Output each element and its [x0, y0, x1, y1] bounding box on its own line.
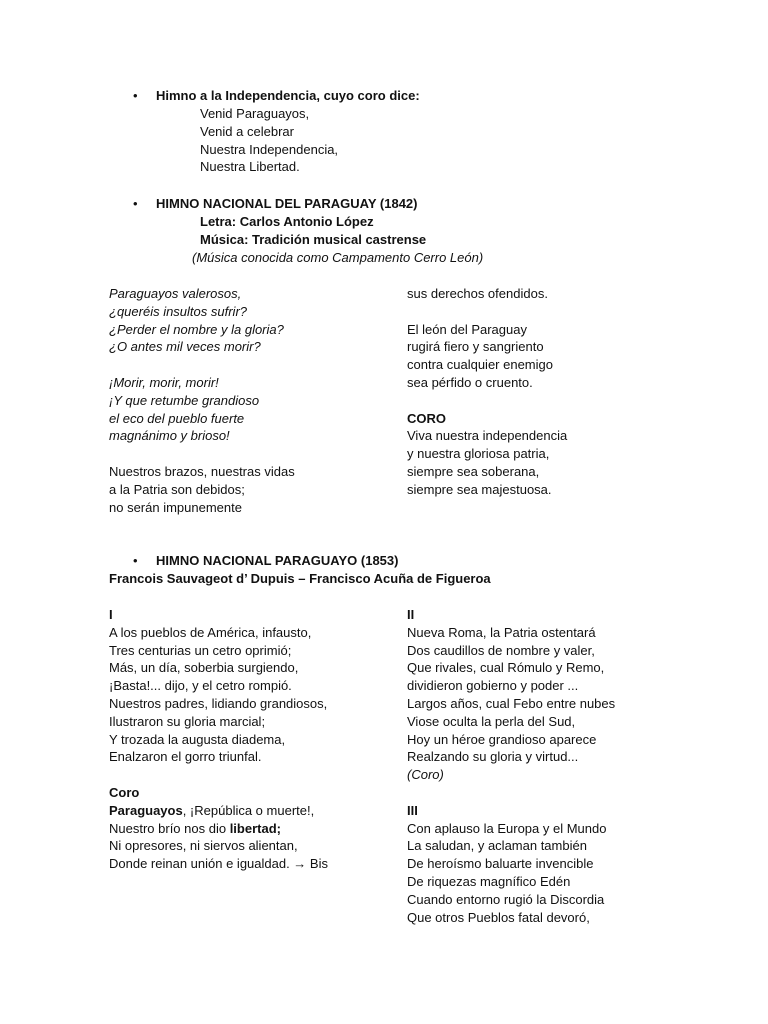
verse-line: De riquezas magnífico Edén	[407, 873, 571, 889]
verse-line: rugirá fiero y sangriento	[407, 339, 544, 355]
verse-line: Que otros Pueblos fatal devoró,	[407, 909, 590, 925]
section2-note: (Música conocida como Campamento Cerro León)	[192, 250, 484, 265]
verse-line: ¡Basta!... dijo, y el cetro rompió.	[109, 678, 292, 694]
verse-line: Hoy un héroe grandioso aparece	[407, 731, 597, 747]
verse-line: ¡Morir, morir, morir!	[109, 374, 219, 390]
verse-line: el eco del pueblo fuerte	[109, 410, 245, 426]
section2-heading: • HIMNO NACIONAL DEL PARAGUAY (1842)	[156, 195, 418, 213]
verse-line: Venid a celebrar	[200, 123, 294, 139]
verse-line: siempre sea majestuosa.	[407, 481, 552, 497]
verse-line: Viva nuestra independencia	[407, 428, 568, 444]
verse-line: sus derechos ofendidos.	[407, 286, 548, 301]
section1-chorus	[200, 105, 338, 176]
coro-reference: (Coro)	[407, 767, 444, 783]
verse-line: dividieron gobierno y poder ...	[407, 678, 579, 694]
verse-line: Más, un día, soberbia surgiendo,	[109, 660, 299, 676]
section3-authors: Francois Sauvageot d’ Dupuis – Francisco Acuña de Figueroa	[109, 571, 491, 586]
verse-line: Con aplauso la Europa y el Mundo	[407, 820, 607, 836]
verse-line: Largos años, cual Febo entre nubes	[407, 695, 616, 711]
stanza-numeral: II	[407, 607, 415, 622]
verse-line: Nuestros brazos, nuestras vidas	[109, 463, 295, 479]
stanza-numeral: I	[109, 607, 113, 622]
section2-right-column	[407, 285, 567, 499]
verse-line: Que rivales, cual Rómulo y Remo,	[407, 660, 605, 676]
section2-letra: Letra: Carlos Antonio López	[200, 214, 374, 229]
coro-text: Nuestro brío nos dio	[109, 820, 230, 836]
verse-line: A los pueblos de América, infausto,	[109, 624, 312, 640]
verse-line: Ni opresores, ni siervos alientan,	[109, 838, 298, 854]
coro-bold-word: Paraguayos	[109, 802, 183, 818]
verse-line: Y trozada la augusta diadema,	[109, 731, 286, 747]
verse-line: ¿queréis insultos sufrir?	[109, 303, 247, 319]
verse-line: Venid Paraguayos,	[200, 106, 310, 121]
verse-line: La saludan, y aclaman también	[407, 838, 587, 854]
section3-heading: • HIMNO NACIONAL PARAGUAYO (1853)	[156, 552, 398, 570]
verse-line	[109, 802, 328, 820]
verse-line: Nuestra Libertad.	[200, 159, 300, 175]
verse-line: siempre sea soberana,	[407, 463, 540, 479]
verse-line: Paraguayos valerosos,	[109, 286, 242, 301]
verse-line: Nuestros padres, lidiando grandiosos,	[109, 695, 328, 711]
coro-title: Coro	[109, 784, 140, 800]
coro-text: , ¡República o muerte!,	[182, 802, 315, 818]
section3-right-column	[407, 606, 615, 926]
verse-line: a la Patria son debidos;	[109, 481, 245, 497]
verse-line: Tres centurias un cetro oprimió;	[109, 642, 292, 658]
verse-line: ¿Perder el nombre y la gloria?	[109, 321, 284, 337]
verse-line: Ilustraron su gloria marcial;	[109, 713, 266, 729]
verse-line: Donde reinan unión e igualdad. → Bis	[109, 856, 328, 872]
verse-line: Nueva Roma, la Patria ostentará	[407, 624, 596, 640]
verse-line: Dos caudillos de nombre y valer,	[407, 642, 595, 658]
verse-line: no serán impunemente	[109, 499, 242, 515]
verse-line: Viose oculta la perla del Sud,	[407, 713, 576, 729]
verse-line: y nuestra gloriosa patria,	[407, 446, 550, 462]
verse-line: De heroísmo baluarte invencible	[407, 856, 594, 872]
verse-line: Cuando entorno rugió la Discordia	[407, 891, 605, 907]
section3-left-column	[109, 606, 328, 873]
section2-musica: Música: Tradición musical castrense	[200, 232, 427, 247]
verse-line: ¡Y que retumbe grandioso	[109, 392, 260, 408]
verse-line: El león del Paraguay	[407, 321, 527, 337]
stanza-numeral: III	[407, 802, 418, 818]
verse-line: Nuestra Independencia,	[200, 141, 339, 157]
section2-left-column	[109, 285, 295, 516]
verse-line: contra cualquier enemigo	[407, 357, 553, 373]
verse-line: magnánimo y brioso!	[109, 428, 230, 444]
verse-line: Realzando su gloria y virtud...	[407, 749, 579, 765]
verse-line: Enalzaron el gorro triunfal.	[109, 749, 262, 765]
coro-title: CORO	[407, 410, 446, 426]
section1-heading: • Himno a la Independencia, cuyo coro dice:	[156, 87, 420, 105]
coro-bold-word: libertad;	[229, 820, 281, 836]
verse-line	[109, 820, 328, 838]
verse-line: ¿O antes mil veces morir?	[109, 339, 261, 355]
verse-line: sea pérfido o cruento.	[407, 374, 533, 390]
